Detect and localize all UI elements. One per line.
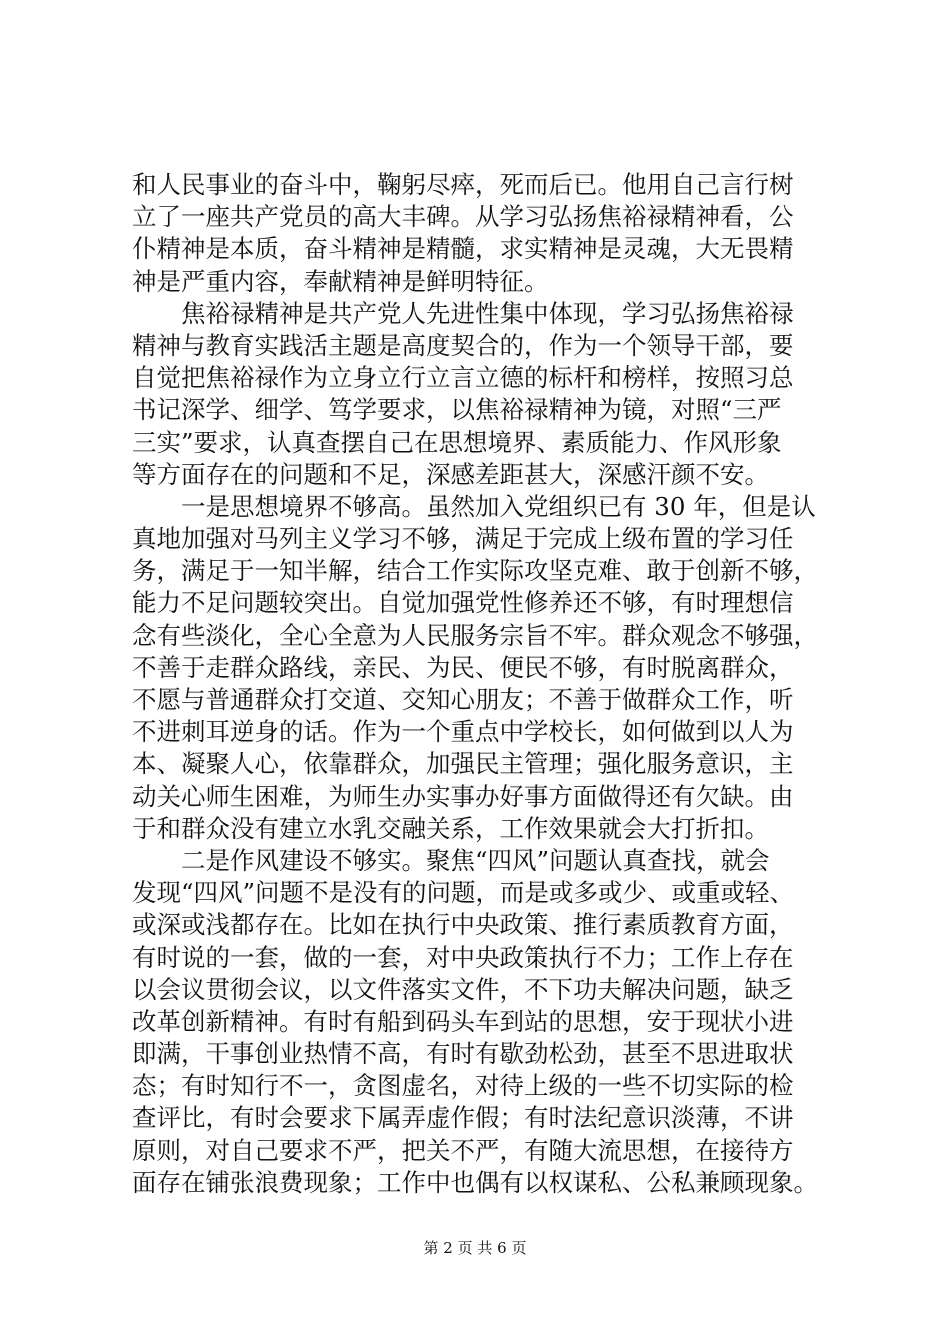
text-line: 神是严重内容，奉献精神是鲜明特征。 xyxy=(132,266,549,296)
text-line: 本、凝聚人心，依靠群众，加强民主管理；强化服务意识，主 xyxy=(132,749,794,779)
text-line: 改革创新精神。有时有船到码头车到站的思想，安于现状小进 xyxy=(132,1006,794,1036)
text-line: 不愿与普通群众打交道、交知心朋友；不善于做群众工作，听 xyxy=(132,685,794,714)
text-line: 动关心师生困难，为师生办实事办好事方面做得还有欠缺。由 xyxy=(132,781,794,811)
text-line: 不善于走群众路线，亲民、为民、便民不够，有时脱离群众， xyxy=(132,652,794,682)
text-line: 自觉把焦裕禄作为立身立行立言立德的标杆和榜样，按照习总 xyxy=(132,363,794,393)
text-line: 即满，干事创业热情不高，有时有歇劲松劲，甚至不思进取状 xyxy=(132,1039,794,1069)
text-line: 态；有时知行不一，贪图虚名，对待上级的一些不切实际的检 xyxy=(132,1071,794,1101)
text-line: 三实”要求，认真查摆自己在思想境界、素质能力、作风形象 xyxy=(132,427,782,457)
text-line: 立了一座共产党员的高大丰碑。从学习弘扬焦裕禄精神看，公 xyxy=(132,202,794,232)
text-line: 能力不足问题较突出。自觉加强党性修养还不够，有时理想信 xyxy=(132,588,794,618)
text-line: 念有些淡化，全心全意为人民服务宗旨不牢。群众观念不够强， xyxy=(132,620,818,650)
body-text xyxy=(132,169,832,1199)
page-footer: 第 2 页 共 6 页 xyxy=(423,1239,527,1257)
text-line: 一是思想境界不够高。虽然加入党组织已有 30 年，但是认 xyxy=(132,491,816,521)
text-line: 面存在铺张浪费现象；工作中也偶有以权谋私、公私兼顾现象。 xyxy=(132,1167,818,1197)
text-line: 发现“四风”问题不是没有的问题，而是或多或少、或重或轻、 xyxy=(132,878,795,908)
text-line: 等方面存在的问题和不足，深感差距甚大，深感汗颜不安。 xyxy=(132,459,769,489)
text-line: 不进刺耳逆身的话。作为一个重点中学校长，如何做到以人为 xyxy=(132,717,794,747)
text-line: 二是作风建设不够实。聚焦“四风”问题认真查找，就会 xyxy=(132,845,770,875)
text-line: 仆精神是本质，奋斗精神是精髓，求实精神是灵魂，大无畏精 xyxy=(132,234,794,264)
text-line: 真地加强对马列主义学习不够，满足于完成上级布置的学习任 xyxy=(132,524,794,554)
text-line: 原则，对自己要求不严，把关不严，有随大流思想，在接待方 xyxy=(132,1135,794,1165)
text-line: 查评比，有时会要求下属弄虚作假；有时法纪意识淡薄，不讲 xyxy=(132,1103,794,1133)
text-line: 以会议贯彻会议，以文件落实文件，不下功夫解决问题，缺乏 xyxy=(132,974,794,1004)
text-line: 精神与教育实践活主题是高度契合的，作为一个领导干部，要 xyxy=(132,330,794,360)
text-line: 和人民事业的奋斗中，鞠躬尽瘁，死而后已。他用自己言行树 xyxy=(132,170,794,199)
text-line: 有时说的一套，做的一套，对中央政策执行不力；工作上存在 xyxy=(132,942,794,972)
text-line: 于和群众没有建立水乳交融关系，工作效果就会大打折扣。 xyxy=(132,813,769,843)
text-line: 书记深学、细学、笃学要求，以焦裕禄精神为镜，对照“三严 xyxy=(132,395,782,425)
text-line: 或深或浅都存在。比如在执行中央政策、推行素质教育方面， xyxy=(132,910,794,940)
text-line: 务，满足于一知半解，结合工作实际攻坚克难、敢于创新不够， xyxy=(132,556,818,586)
text-line: 焦裕禄精神是共产党人先进性集中体现，学习弘扬焦裕禄 xyxy=(132,298,794,328)
